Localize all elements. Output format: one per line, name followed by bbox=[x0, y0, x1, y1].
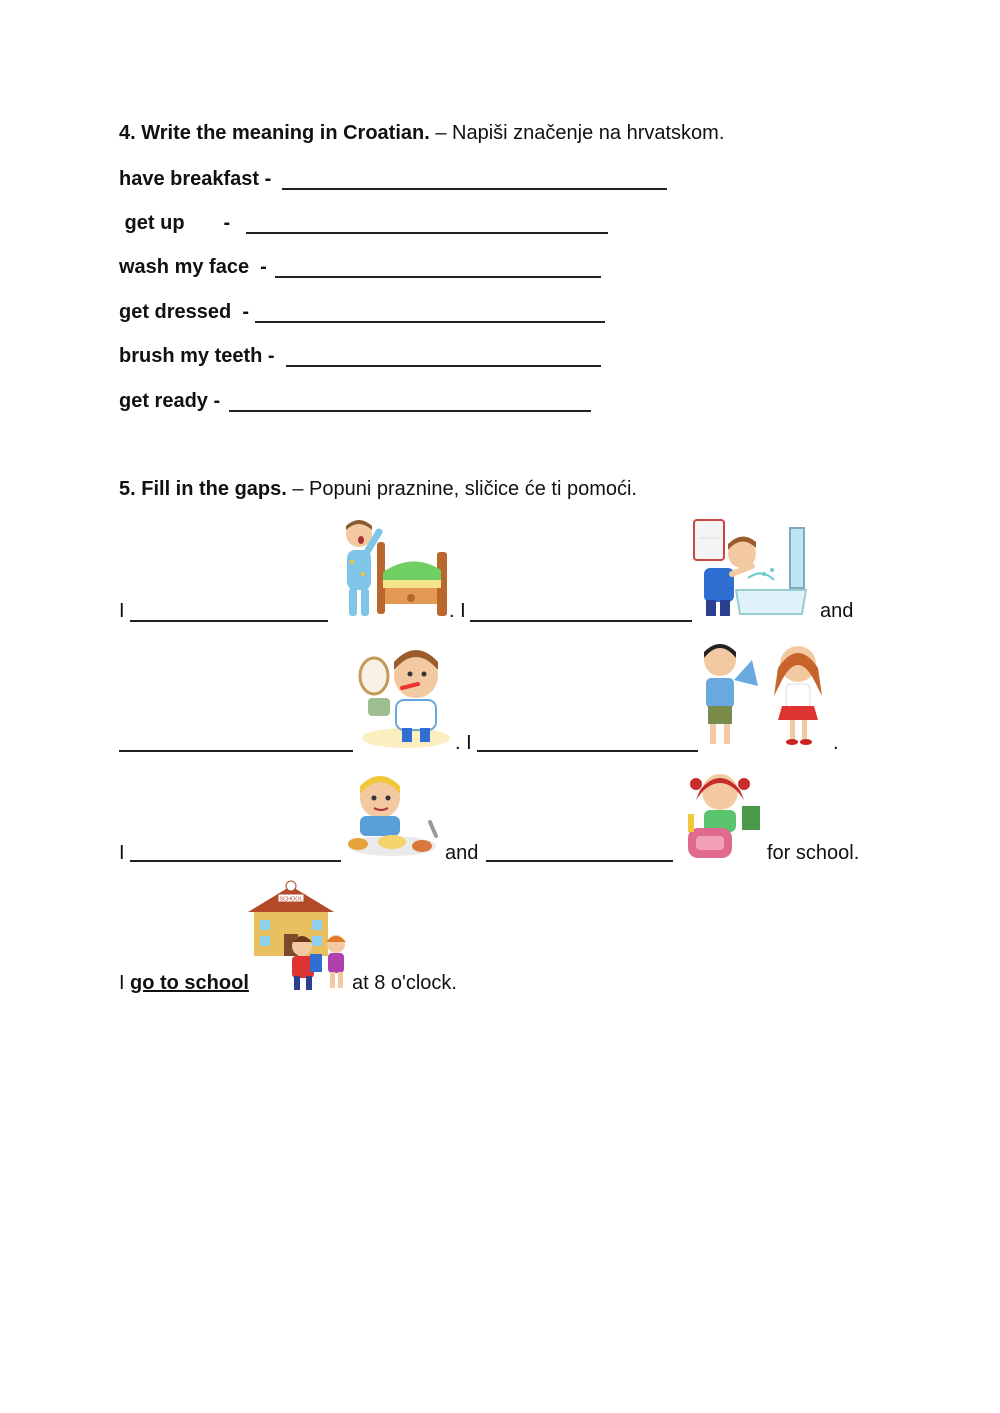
breakfast-icon bbox=[340, 772, 442, 862]
row1-dot-pronoun: . I bbox=[449, 600, 466, 622]
task4-item-1: have breakfast - bbox=[119, 168, 277, 190]
row1-pronoun: I bbox=[119, 600, 125, 622]
row3-and: and bbox=[445, 842, 479, 864]
gap-blank-4[interactable] bbox=[477, 750, 698, 752]
row4-example-answer: go to school bbox=[130, 972, 249, 994]
gap-blank-2[interactable] bbox=[470, 620, 692, 622]
answer-blank-5[interactable] bbox=[286, 365, 601, 367]
task4-item-5: brush my teeth - bbox=[119, 345, 281, 367]
gap-blank-6[interactable] bbox=[486, 860, 673, 862]
task4-item-3: wash my face - bbox=[119, 256, 273, 278]
gap-blank-3[interactable] bbox=[119, 750, 353, 752]
task4-title bbox=[119, 121, 724, 145]
task5-title-bold: 5. Fill in the gaps. bbox=[119, 478, 287, 500]
row1-and: and bbox=[820, 600, 854, 622]
answer-blank-3[interactable] bbox=[275, 276, 601, 278]
packing-schoolbag-icon bbox=[682, 770, 764, 864]
waking-up-icon bbox=[333, 518, 451, 620]
task4-title-bold: 4. Write the meaning in Croatian. bbox=[119, 122, 430, 144]
gap-blank-1[interactable] bbox=[130, 620, 328, 622]
task4-title-rest: – Napiši značenje na hrvatskom. bbox=[429, 122, 725, 144]
getting-dressed-icon bbox=[698, 640, 838, 750]
row4-pronoun: I bbox=[119, 972, 125, 994]
answer-blank-6[interactable] bbox=[229, 410, 591, 412]
task5-title bbox=[119, 477, 637, 501]
task4-item-6: get ready - bbox=[119, 390, 226, 412]
row2-dot-pronoun: . I bbox=[455, 732, 472, 754]
row2-dot: . bbox=[833, 732, 839, 754]
school-icon bbox=[248, 880, 348, 992]
task5-title-rest: – Popuni praznine, sličice će ti pomoći. bbox=[286, 478, 637, 500]
task4-item-2: get up - bbox=[119, 212, 242, 234]
answer-blank-4[interactable] bbox=[255, 321, 605, 323]
answer-blank-1[interactable] bbox=[282, 188, 667, 190]
row3-end: for school. bbox=[767, 842, 860, 864]
washing-face-icon bbox=[692, 518, 810, 620]
row3-pronoun: I bbox=[119, 842, 125, 864]
row4-end: at 8 o'clock. bbox=[352, 972, 457, 994]
school-sign-label: SCHOOL bbox=[279, 896, 303, 903]
answer-blank-2[interactable] bbox=[246, 232, 608, 234]
gap-blank-5[interactable] bbox=[130, 860, 341, 862]
brushing-teeth-icon bbox=[358, 640, 456, 750]
task4-item-4: get dressed - bbox=[119, 301, 255, 323]
